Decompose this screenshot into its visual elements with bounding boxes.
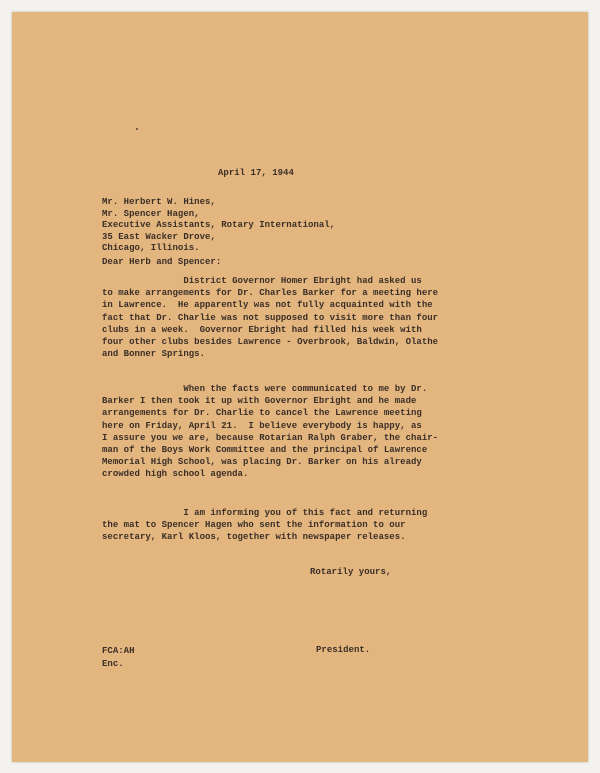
inside-address xyxy=(102,197,335,255)
body-line: in Lawrence. He apparently was not fully acquainted with the xyxy=(102,300,433,311)
body-line: crowded high school agenda. xyxy=(102,469,249,480)
salutation: Dear Herb and Spencer: xyxy=(102,257,222,267)
body-line: Barker I then took it up with Governor Ebright and he made xyxy=(102,396,417,407)
body-line: clubs in a week. Governor Ebright had filled his week with xyxy=(102,324,422,335)
body-line: secretary, Karl Kloos, together with newspaper releases. xyxy=(102,532,406,543)
body-line: the mat to Spencer Hagen who sent the information to our xyxy=(102,520,406,531)
body-line: man of the Boys Work Committee and the principal of Lawrence xyxy=(102,444,428,455)
address-line: Mr. Spencer Hagen, xyxy=(102,208,200,219)
body-line: to make arrangements for Dr. Charles Barker for a meeting here xyxy=(102,288,439,299)
body-line: When the facts were communicated to me by Dr. xyxy=(102,384,428,394)
paragraph-2 xyxy=(102,383,438,481)
paragraph-3 xyxy=(102,507,427,544)
address-line: Executive Assistants, Rotary International, xyxy=(102,220,336,231)
body-line: I assure you we are, because Rotarian Ralph Graber, the chair- xyxy=(102,432,439,443)
body-line: four other clubs besides Lawrence - Overbrook, Baldwin, Olathe xyxy=(102,336,439,347)
body-line: I am informing you of this fact and returning xyxy=(102,508,428,518)
body-line: fact that Dr. Charlie was not supposed to visit more than four xyxy=(102,312,439,323)
signature-title: President. xyxy=(316,645,371,655)
paragraph-1 xyxy=(102,275,438,360)
address-line: Mr. Herbert W. Hines, xyxy=(102,197,216,207)
body-line: arrangements for Dr. Charlie to cancel the Lawrence meeting xyxy=(102,408,422,419)
body-line: District Governor Homer Ebright had asked us xyxy=(102,276,422,286)
address-line: Chicago, Illinois. xyxy=(102,243,200,254)
address-line: 35 East Wacker Drove, xyxy=(102,231,216,242)
body-line: here on Friday, April 21. I believe everybody is happy, as xyxy=(102,420,422,431)
body-line: Memorial High School, was placing Dr. Barker on his already xyxy=(102,457,422,468)
letter-date: April 17, 1944 xyxy=(218,168,294,178)
body-line: and Bonner Springs. xyxy=(102,349,205,360)
reference-initials: FCA:AH xyxy=(102,646,135,656)
paper-speck xyxy=(136,128,138,130)
enclosure-note: Enc. xyxy=(102,659,124,669)
closing: Rotarily yours, xyxy=(310,567,392,577)
